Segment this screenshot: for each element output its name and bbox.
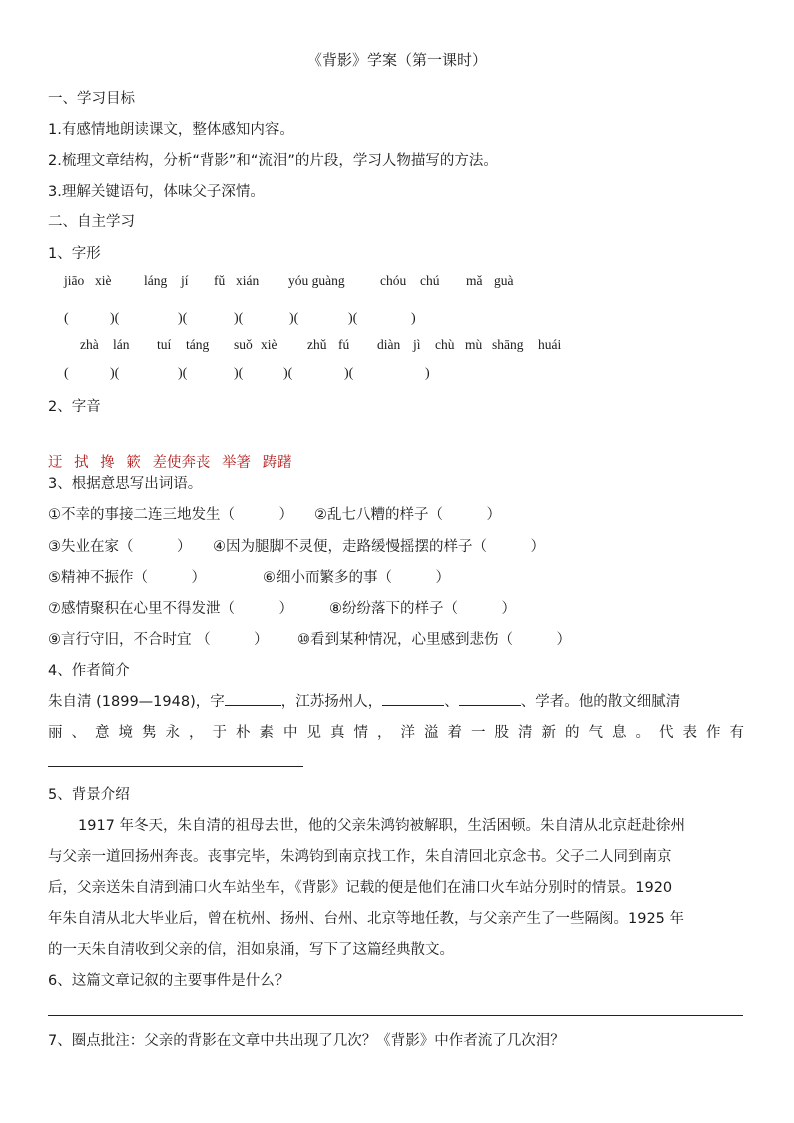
pinyin: zhà [80,337,99,352]
author-char: 股 [494,725,509,741]
pinyin: mù [465,337,483,352]
pinyin: láng [144,273,168,288]
author-char: 着 [447,725,462,741]
pinyin: zhǔ [307,337,327,352]
author-char: 中 [283,725,298,741]
section-heading-goals: 一、学习目标 [48,91,135,107]
author-text: 学者。他的散文细腻清 [535,694,681,710]
question-background-heading: 5、背景介绍 [48,787,130,803]
author-char: 表 [682,725,697,741]
answer-bracket: ) [425,366,430,381]
author-char: 一 [471,725,486,741]
char-item: 迂 [48,455,63,471]
author-char: 代 [659,725,674,741]
pinyin: lán [113,337,130,352]
author-char: 于 [212,725,227,741]
question-main-event: 6、这篇文章记叙的主要事件是什么？ [48,973,290,989]
answer-line[interactable] [48,766,303,767]
pinyin: fú [338,337,350,352]
answer-bracket: )( [234,366,244,381]
author-char: 作 [706,725,721,741]
answer-bracket: )( [178,366,188,381]
answer-bracket: )( [289,311,299,326]
pinyin: xiè [261,337,278,352]
pinyin: shāng [492,337,524,352]
author-line-2 [48,721,744,742]
pinyin: fǔ [214,273,226,288]
fill-blank[interactable] [382,691,444,706]
question-annotation: 7、圈点批注：父亲的背影在文章中共出现了几次？《背影》中作者流了几次泪？ [48,1033,565,1049]
answer-bracket: )( [178,311,188,326]
background-paragraph-line: 的一天朱自清收到父亲的信，泪如泉涌，写下了这篇经典散文。 [48,942,454,958]
question-glyph-heading: 1、字形 [48,246,101,262]
pinyin: jí [181,273,189,288]
answer-bracket: )( [110,366,120,381]
pinyin: táng [186,337,210,352]
page-title: 《背影》学案（第一课时） [306,51,487,69]
author-char: 素 [259,725,274,741]
author-char: 、 [71,725,86,741]
vocab-item: ④因为腿脚不灵便，走路缓慢摇摆的样子（ ） [213,539,545,555]
pinyin: jì [413,337,421,352]
vocab-item: ⑨言行守旧，不合时宜 （ ） [48,632,269,648]
char-item: 举箸 [222,455,252,471]
fill-blank[interactable] [459,691,521,706]
pinyin: jiāo [64,273,85,288]
author-char: 。 [635,725,650,741]
char-item: 簌 [126,455,141,471]
pinyin: chù [435,337,455,352]
author-text: 朱自清 (1899—1948)，字 [48,694,225,710]
vocab-item: ⑤精神不振作（ ） [48,570,206,586]
goal-item: 3.理解关键语句，体味父子深情。 [48,184,265,200]
author-char: 息 [612,725,627,741]
author-char: ， [377,725,392,741]
fill-blank[interactable] [225,691,281,706]
answer-line[interactable] [48,1015,743,1016]
answer-bracket: )( [234,311,244,326]
author-char: 朴 [236,725,251,741]
vocab-item: ⑥细小而繁多的事（ ） [263,570,450,586]
char-item: 搀 [100,455,115,471]
author-char: 有 [729,725,744,741]
author-char: 气 [588,725,603,741]
author-line-1 [48,690,680,711]
answer-bracket: )( [110,311,120,326]
author-char: 溢 [424,725,439,741]
background-paragraph-line: 年朱自清从北大毕业后，曾在杭州、扬州、台州、北京等地任教，与父亲产生了一些隔阂。1925 年 [48,911,685,927]
author-text: 、 [520,694,536,710]
author-char: 清 [518,725,533,741]
answer-bracket: )( [344,366,354,381]
author-char: ， [189,725,204,741]
pinyin: suǒ [234,337,253,352]
question-vocab-heading: 3、根据意思写出词语。 [48,476,203,492]
question-pronunciation-heading: 2、字音 [48,399,101,415]
char-item: 拭 [74,455,89,471]
answer-bracket: )( [348,311,358,326]
pinyin: tuí [157,337,172,352]
vocab-item: ⑧纷纷落下的样子（ ） [329,601,516,617]
question-author-heading: 4、作者简介 [48,663,130,679]
char-item: 奔丧 [181,455,211,471]
pinyin: chóu [380,273,407,288]
vocab-item: ③失业在家（ ） [48,539,192,555]
answer-bracket: ( [64,366,69,381]
author-char: 隽 [142,725,157,741]
pinyin: chú [420,273,440,288]
answer-bracket: )( [283,366,293,381]
pinyin: huái [538,337,562,352]
author-char: 境 [118,725,133,741]
author-char: 情 [353,725,368,741]
pinyin: xiè [95,273,112,288]
author-char: 新 [541,725,556,741]
section-heading-self-study: 二、自主学习 [48,214,135,230]
vocab-item: ①不幸的事接二连三地发生（ ） [48,507,293,523]
background-paragraph-line: 后，父亲送朱自清到浦口火车站坐车，《背影》记载的便是他们在浦口火车站分别时的情景。1920 [48,880,673,896]
vocab-item: ⑩看到某种情况，心里感到悲伤（ ） [297,632,571,648]
answer-bracket: ( [64,311,69,326]
author-char: 永 [165,725,180,741]
goal-item: 2.梳理文章结构，分析“背影”和“流泪”的片段，学习人物描写的方法。 [48,153,498,169]
author-char: 真 [330,725,345,741]
background-paragraph-line: 1917 年冬天，朱自清的祖母去世，他的父亲朱鸿钧被解职，生活困顿。朱自清从北京赶赴徐州 [78,818,686,834]
pinyin: xián [236,273,260,288]
background-paragraph-line: 与父亲一道回扬州奔丧。丧事完毕，朱鸿钧到南京找工作，朱自清回北京念书。父子二人同到南京 [48,849,672,865]
pinyin: yóu guàng [288,273,345,288]
author-text: 、 [444,694,459,710]
author-text: ，江苏扬州人， [280,694,383,710]
vocab-item: ②乱七八糟的样子（ ） [314,507,501,523]
char-item: 踌躇 [262,455,292,471]
author-char: 见 [306,725,321,741]
vocab-item: ⑦感情聚积在心里不得发泄（ ） [48,601,293,617]
pinyin: mǎ [466,273,483,288]
author-char: 洋 [400,725,415,741]
char-item: 差使 [152,455,182,471]
author-char: 丽 [48,725,63,741]
pinyin: diàn [377,337,401,352]
goal-item: 1.有感情地朗读课文，整体感知内容。 [48,122,294,138]
pronunciation-chars [48,451,299,472]
answer-bracket: ) [411,311,416,326]
author-char: 意 [95,725,110,741]
author-char: 的 [565,725,580,741]
pinyin: guà [494,273,514,288]
